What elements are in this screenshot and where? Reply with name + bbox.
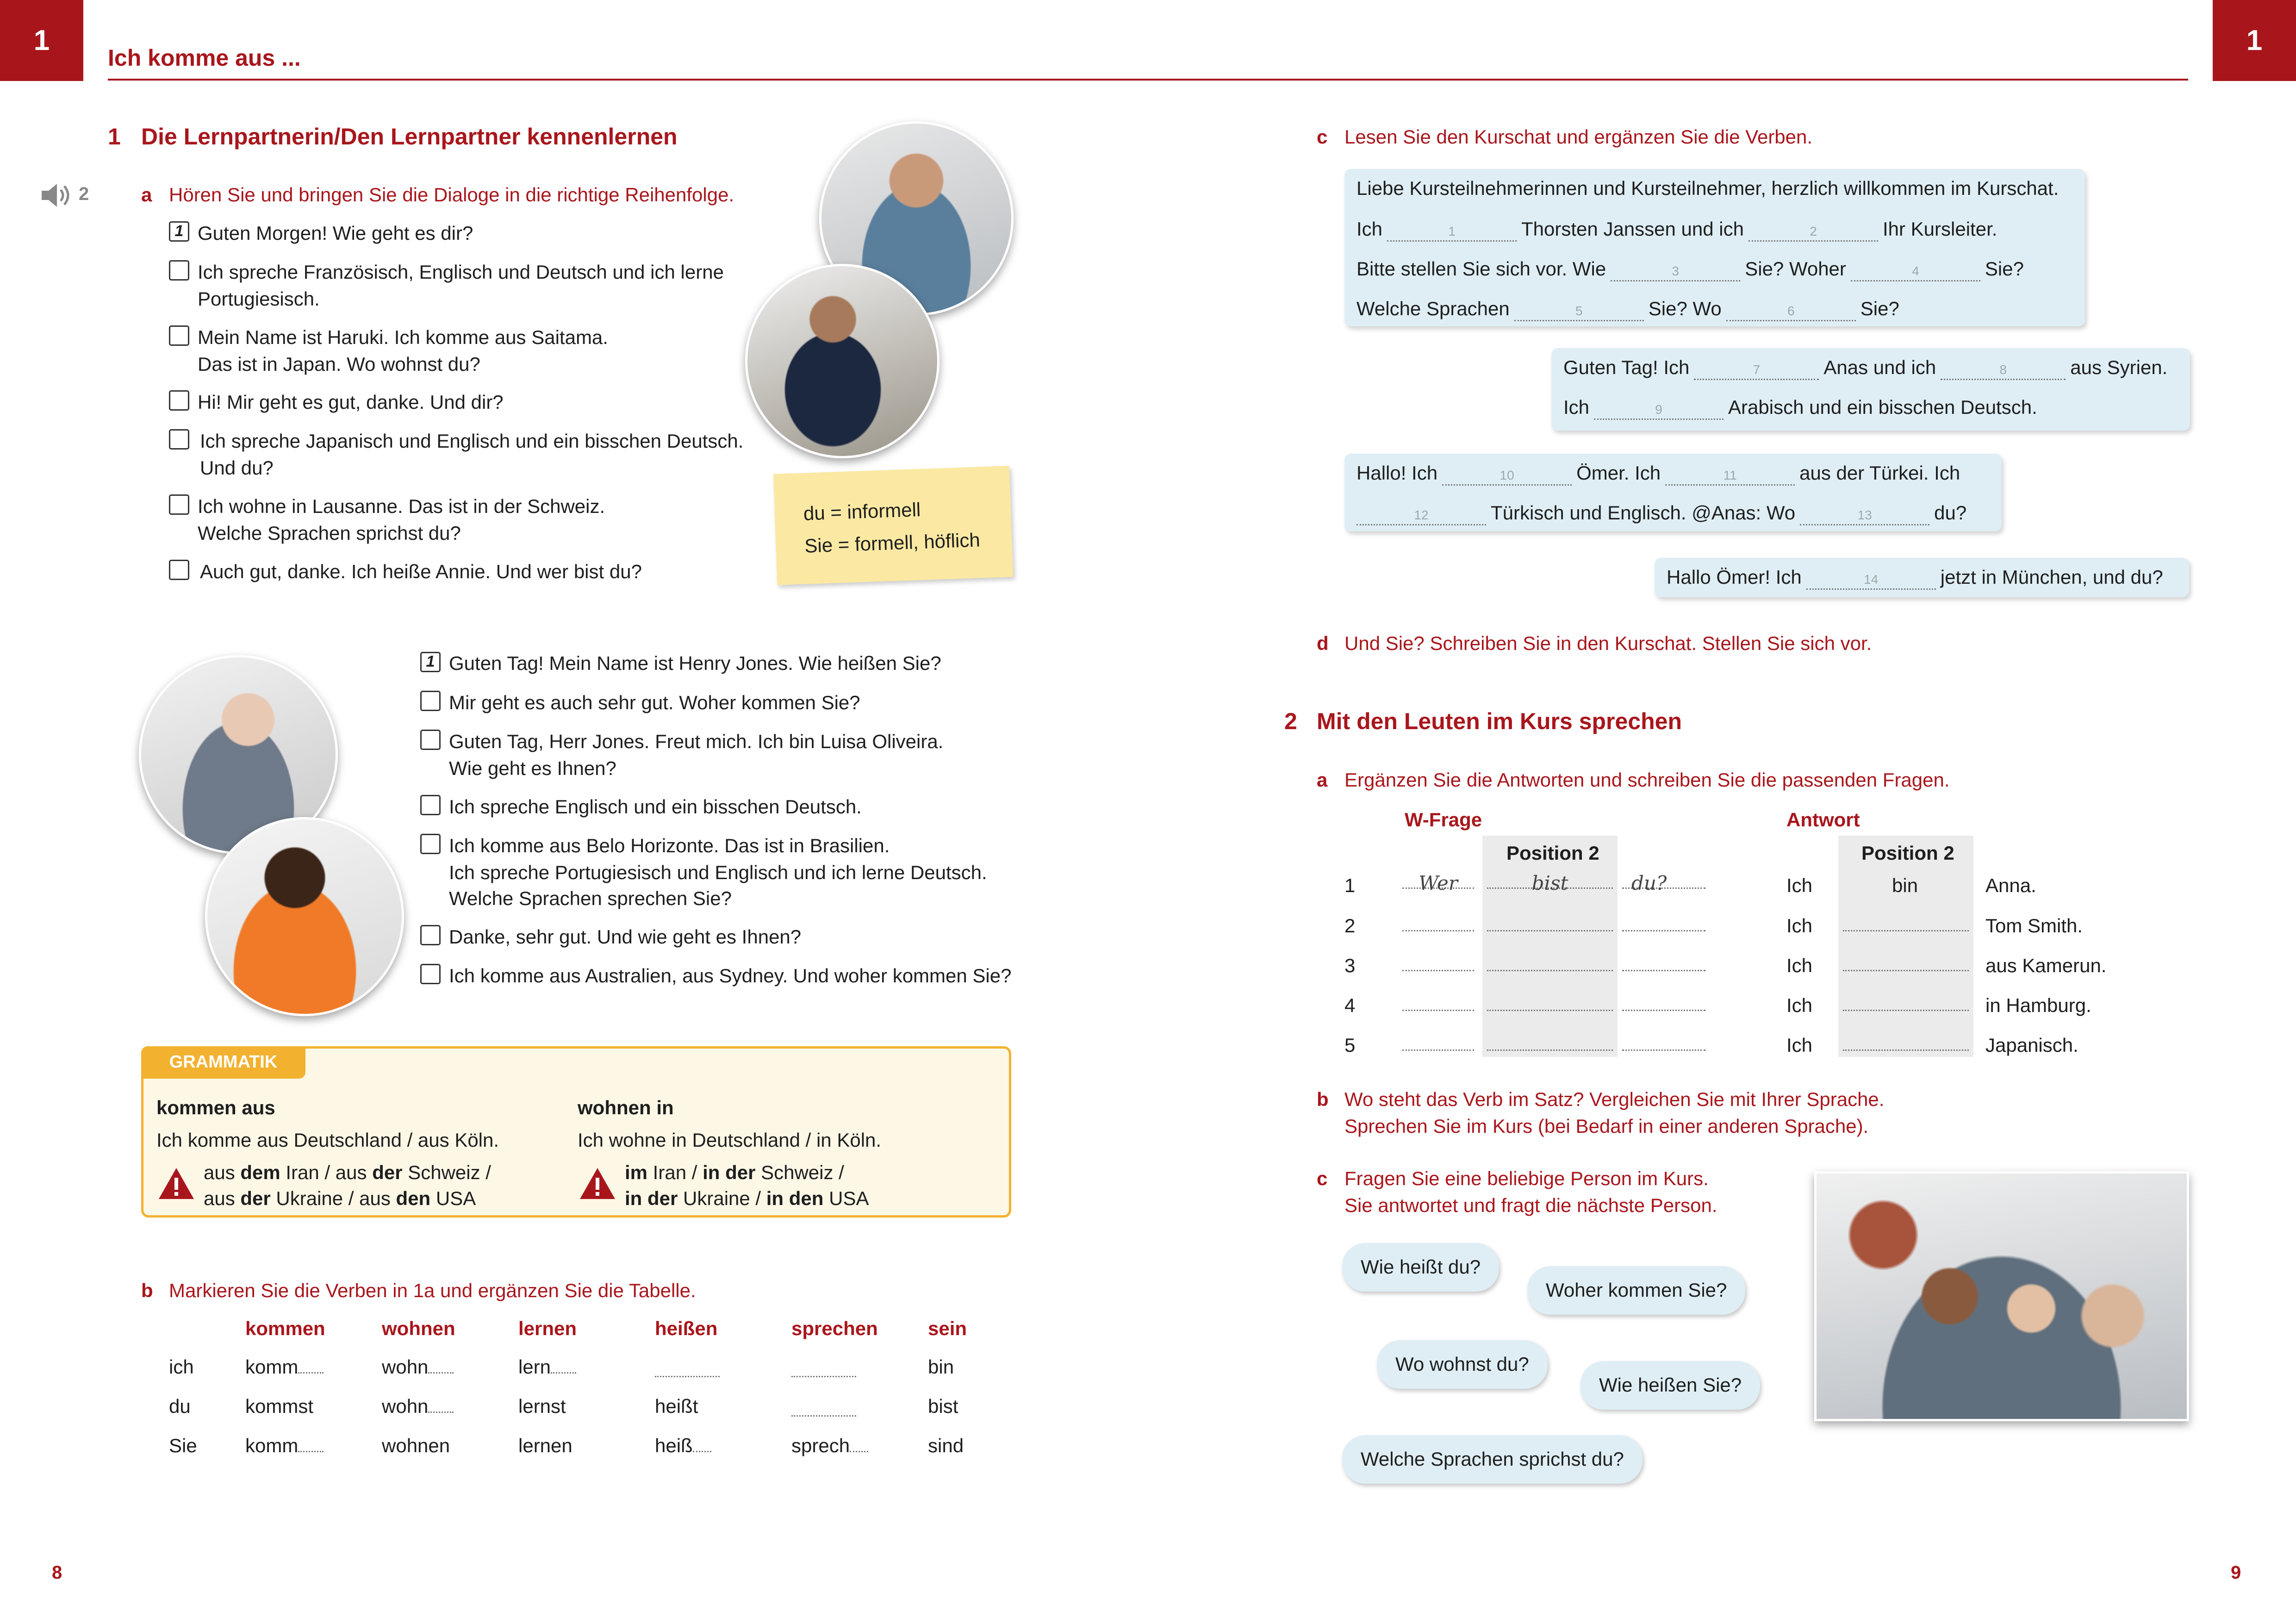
answer-ich: Ich (1786, 994, 1813, 1016)
answer-rest: in Hamburg. (1985, 994, 2091, 1016)
order-checkbox[interactable] (420, 925, 441, 945)
photo-man-chair (745, 264, 940, 458)
verb-blank[interactable] (791, 1359, 856, 1377)
order-checkbox[interactable] (169, 560, 189, 580)
answer-verb-field[interactable] (1843, 1032, 1969, 1051)
chat-message (1551, 348, 2190, 431)
verb-header: kommen (245, 1318, 325, 1339)
verb-field[interactable] (1487, 913, 1613, 931)
answer-verb-field[interactable] (1843, 993, 1969, 1011)
verb-cell: heiß (655, 1433, 711, 1459)
page-number-left: 8 (52, 1562, 62, 1583)
dialog-line: Ich wohne in Lausanne. Das ist in der Schweiz. (198, 495, 605, 517)
dialog-line: Danke, sehr gut. Und wie geht es Ihnen? (449, 926, 802, 948)
chat-blank[interactable]: 6 (1726, 302, 1856, 321)
exercise-2a-instruction: Ergänzen Sie die Antworten und schreiben Sie die passenden Fragen. (1344, 769, 1950, 791)
verb-field[interactable] (1487, 953, 1613, 971)
verb-cell: bin (928, 1356, 954, 1378)
exercise-1d-instruction: Und Sie? Schreiben Sie in den Kurschat. Stellen Sie sich vor. (1344, 632, 1872, 654)
dialog-line: Guten Tag, Herr Jones. Freut mich. Ich bin Luisa Oliveira. (449, 731, 944, 752)
order-checkbox[interactable]: 1 (420, 652, 441, 672)
question-word-field[interactable] (1402, 1032, 1474, 1051)
verb-cell: sprech (791, 1433, 868, 1459)
dialog-line: Guten Tag! Mein Name ist Henry Jones. Wie heißen Sie? (449, 652, 941, 674)
chat-line: Hallo Ömer! Ich 14 jetzt in München, und du? (1667, 564, 2163, 591)
order-checkbox[interactable] (420, 964, 441, 984)
position-2-column (1838, 836, 1973, 1057)
unit-number-left: 1 (0, 0, 83, 81)
speech-bubble: Wo wohnst du? (1377, 1340, 1548, 1389)
pronoun: ich (169, 1356, 194, 1378)
wfrage-header: W-Frage (1405, 809, 1482, 831)
exercise-2b-instruction: Wo steht das Verb im Satz? Vergleichen Sie mit Ihrer Sprache. (1344, 1088, 1885, 1110)
verb-header: sprechen (791, 1318, 878, 1339)
grammar-box (141, 1046, 1011, 1218)
answer-ich: Ich (1786, 915, 1813, 937)
question-word-field[interactable] (1402, 993, 1474, 1011)
verb-header: heißen (655, 1318, 718, 1339)
position-2-header: Position 2 (1861, 842, 1954, 864)
order-checkbox[interactable]: 1 (169, 221, 189, 242)
chat-line: 12 Türkisch und Englisch. @Anas: Wo 13 du? (1352, 500, 1966, 526)
subject-field[interactable] (1622, 913, 1705, 931)
order-checkbox[interactable] (169, 429, 189, 450)
order-checkbox[interactable] (169, 390, 189, 411)
verb-cell: lern (518, 1354, 576, 1380)
dialog-line: Ich komme aus Belo Horizonte. Das ist in Brasilien. (449, 835, 890, 856)
chat-line: Liebe Kursteilnehmerinnen und Kursteilnehmer, herzlich willkommen im Kurschat. (1356, 177, 2059, 199)
verb-cell: kommst (245, 1395, 313, 1417)
exercise-1a-label: a (141, 184, 152, 206)
photo-classroom (1814, 1171, 2189, 1421)
chat-blank[interactable]: 10 (1442, 467, 1572, 486)
dialog-line: Mir geht es auch sehr gut. Woher kommen Sie? (449, 692, 860, 713)
grammar-warning-line: im Iran / in der Schweiz / (625, 1162, 844, 1183)
answer-verb-field[interactable] (1843, 913, 1969, 931)
verb-cell: sind (928, 1435, 964, 1456)
note-line: du = informell (803, 498, 921, 525)
exercise-2b-label: b (1317, 1088, 1329, 1110)
exercise-2b-instruction: Sprechen Sie im Kurs (bei Bedarf in einer anderen Sprache). (1344, 1115, 1869, 1137)
verb-blank[interactable] (791, 1398, 856, 1417)
chat-blank[interactable]: 3 (1611, 262, 1740, 281)
chat-blank[interactable]: 1 (1387, 223, 1517, 242)
warning-icon (579, 1167, 616, 1201)
dialog-line: Ich spreche Portugiesisch und Englisch und ich lerne Deutsch. (449, 862, 987, 883)
position-2-header: Position 2 (1506, 842, 1599, 864)
chat-message (1344, 454, 2002, 531)
subject-field[interactable] (1622, 953, 1705, 971)
order-checkbox[interactable] (420, 691, 441, 711)
answer-rest: aus Kamerun. (1985, 955, 2107, 976)
antwort-header: Antwort (1786, 809, 1860, 831)
row-number: 5 (1344, 1034, 1356, 1056)
speech-bubble: Woher kommen Sie? (1527, 1266, 1745, 1315)
dialog-line: Welche Sprachen sprechen Sie? (449, 887, 732, 909)
subject-field[interactable]: du? (1622, 870, 1705, 889)
warning-icon (157, 1167, 195, 1201)
exercise-1c-label: c (1317, 126, 1328, 148)
speech-bubble: Wie heißt du? (1342, 1243, 1499, 1292)
answer-ich: Ich (1786, 1034, 1813, 1056)
grammar-example: Ich komme aus Deutschland / aus Köln. (156, 1129, 499, 1151)
answer-ich: Ich (1786, 955, 1813, 976)
header-rule (108, 79, 2188, 81)
verb-cell: komm (245, 1354, 324, 1380)
position-2-column (1482, 836, 1618, 1057)
grammar-tag: GRAMMATIK (141, 1046, 305, 1079)
verb-blank[interactable] (655, 1359, 720, 1377)
chat-blank[interactable]: 11 (1665, 467, 1795, 486)
chapter-title: Ich komme aus ... (108, 45, 301, 71)
exercise-2-number: 2 (1284, 708, 1297, 734)
note-line: Sie = formell, höflich (804, 529, 981, 557)
verb-header: sein (928, 1318, 967, 1339)
dialog-line: Und du? (200, 457, 274, 479)
chat-blank[interactable]: 13 (1800, 506, 1929, 525)
verb-cell: wohnen (382, 1435, 450, 1456)
dialog-line: Auch gut, danke. Ich heiße Annie. Und wer bist du? (200, 561, 642, 582)
chat-blank[interactable]: 4 (1851, 262, 1980, 281)
verb-cell: wohn (382, 1393, 454, 1420)
dialog-line: Welche Sprachen sprichst du? (198, 522, 461, 544)
answer-verb: bin (1892, 874, 1918, 896)
chat-blank[interactable]: 5 (1514, 302, 1644, 321)
chat-line: Ich 1 Thorsten Janssen und ich 2 Ihr Kursleiter. (1356, 216, 1997, 243)
order-checkbox[interactable] (420, 834, 441, 854)
chat-blank[interactable]: 9 (1594, 401, 1724, 420)
exercise-2c-instruction: Sie antwortet und fragt die nächste Person. (1344, 1194, 1717, 1216)
order-checkbox[interactable] (169, 325, 189, 346)
verb-field[interactable]: bist (1487, 870, 1613, 889)
answer-rest: Tom Smith. (1985, 915, 2083, 937)
pronoun: Sie (169, 1435, 197, 1456)
order-checkbox[interactable] (169, 494, 189, 515)
exercise-1b-instruction: Markieren Sie die Verben in 1a und ergänzen Sie die Tabelle. (169, 1280, 696, 1301)
question-word-field[interactable]: Wer (1402, 870, 1474, 889)
grammar-heading: wohnen in (578, 1097, 674, 1118)
exercise-1-number: 1 (108, 124, 121, 150)
chat-blank[interactable]: 2 (1748, 223, 1878, 242)
dialog-line: Ich komme aus Australien, aus Sydney. Und woher kommen Sie? (449, 965, 1012, 987)
exercise-1d-label: d (1317, 632, 1329, 654)
dialog-line: Ich spreche Englisch und ein bisschen Deutsch. (449, 796, 862, 818)
dialog-line: Hi! Mir geht es gut, danke. Und dir? (198, 391, 504, 413)
grammar-warning-line: aus dem Iran / aus der Schweiz / (204, 1162, 491, 1183)
answer-rest: Anna. (1985, 874, 2036, 896)
verb-header: wohnen (382, 1318, 455, 1339)
chat-line: Guten Tag! Ich 7 Anas und ich 8 aus Syrien. (1563, 355, 2167, 381)
subject-field[interactable] (1622, 993, 1705, 1011)
exercise-1b-label: b (141, 1280, 153, 1301)
verb-cell: bist (928, 1395, 958, 1417)
grammar-warning-line: in der Ukraine / in den USA (625, 1187, 869, 1209)
chat-message (1655, 558, 2189, 597)
grammar-warning-line: aus der Ukraine / aus den USA (204, 1187, 476, 1209)
dialog-line: Wie geht es Ihnen? (449, 757, 616, 779)
row-number: 2 (1344, 915, 1356, 937)
dialog-line: Ich spreche Japanisch und Englisch und ein bisschen Deutsch. (200, 430, 744, 452)
exercise-1c-instruction: Lesen Sie den Kurschat und ergänzen Sie die Verben. (1344, 126, 1813, 148)
chat-line: Ich 9 Arabisch und ein bisschen Deutsch. (1563, 394, 2037, 421)
row-number: 1 (1344, 874, 1356, 896)
exercise-2-title: Mit den Leuten im Kurs sprechen (1317, 708, 1682, 734)
dialog-line: Das ist in Japan. Wo wohnst du? (198, 353, 480, 375)
row-number: 3 (1344, 955, 1356, 976)
chat-line: Bitte stellen Sie sich vor. Wie 3 Sie? Woher 4 Sie? (1356, 256, 2024, 282)
photo-woman-orange (205, 817, 404, 1016)
dialog-line: Ich spreche Französisch, Englisch und Deutsch und ich lerne (198, 261, 724, 283)
chat-blank[interactable]: 12 (1356, 506, 1486, 525)
exercise-2c-label: c (1317, 1168, 1328, 1189)
note-card (773, 466, 1013, 585)
chat-message (1344, 169, 2085, 326)
verb-cell: lernst (518, 1395, 566, 1417)
audio-track: 2 (79, 184, 89, 204)
question-word-field[interactable] (1402, 913, 1474, 931)
verb-field[interactable] (1487, 1032, 1613, 1051)
question-word-field[interactable] (1402, 953, 1474, 971)
grammar-heading: kommen aus (156, 1097, 275, 1118)
answer-ich: Ich (1786, 874, 1813, 896)
speech-bubble: Wie heißen Sie? (1580, 1361, 1760, 1410)
order-checkbox[interactable] (420, 730, 441, 750)
exercise-2c-instruction: Fragen Sie eine beliebige Person im Kurs. (1344, 1168, 1709, 1189)
exercise-2a-label: a (1317, 769, 1328, 791)
unit-number-right: 1 (2213, 0, 2296, 81)
subject-field[interactable] (1622, 1032, 1705, 1051)
chat-line: Hallo! Ich 10 Ömer. Ich 11 aus der Türkei. Ich (1356, 460, 1960, 487)
exercise-1a-instruction: Hören Sie und bringen Sie die Dialoge in die richtige Reihenfolge. (169, 184, 734, 206)
speech-bubble: Welche Sprachen sprichst du? (1342, 1435, 1643, 1484)
verb-cell: wohn (382, 1354, 454, 1380)
answer-rest: Japanisch. (1985, 1034, 2078, 1056)
chat-line: Welche Sprachen 5 Sie? Wo 6 Sie? (1356, 296, 1899, 322)
verb-cell: lernen (518, 1435, 572, 1456)
verb-header: lernen (518, 1318, 577, 1339)
grammar-example: Ich wohne in Deutschland / in Köln. (578, 1129, 882, 1151)
row-number: 4 (1344, 994, 1356, 1016)
page-number-right: 9 (2231, 1562, 2241, 1583)
verb-field[interactable] (1487, 993, 1613, 1011)
pronoun: du (169, 1395, 191, 1417)
speaker-icon[interactable] (39, 181, 76, 209)
order-checkbox[interactable] (169, 260, 189, 281)
chat-blank[interactable]: 14 (1806, 571, 1936, 590)
dialog-line: Portugiesisch. (198, 288, 320, 310)
dialog-line: Guten Morgen! Wie geht es dir? (198, 222, 473, 244)
exercise-1-title: Die Lernpartnerin/Den Lernpartner kennenlernen (141, 124, 678, 150)
verb-cell: komm (245, 1433, 324, 1459)
answer-verb-field[interactable] (1843, 953, 1969, 971)
verb-cell: heißt (655, 1395, 698, 1417)
chat-blank[interactable]: 8 (1941, 361, 2066, 380)
order-checkbox[interactable] (420, 795, 441, 815)
chat-blank[interactable]: 7 (1694, 361, 1819, 380)
dialog-line: Mein Name ist Haruki. Ich komme aus Saitama. (198, 326, 608, 348)
